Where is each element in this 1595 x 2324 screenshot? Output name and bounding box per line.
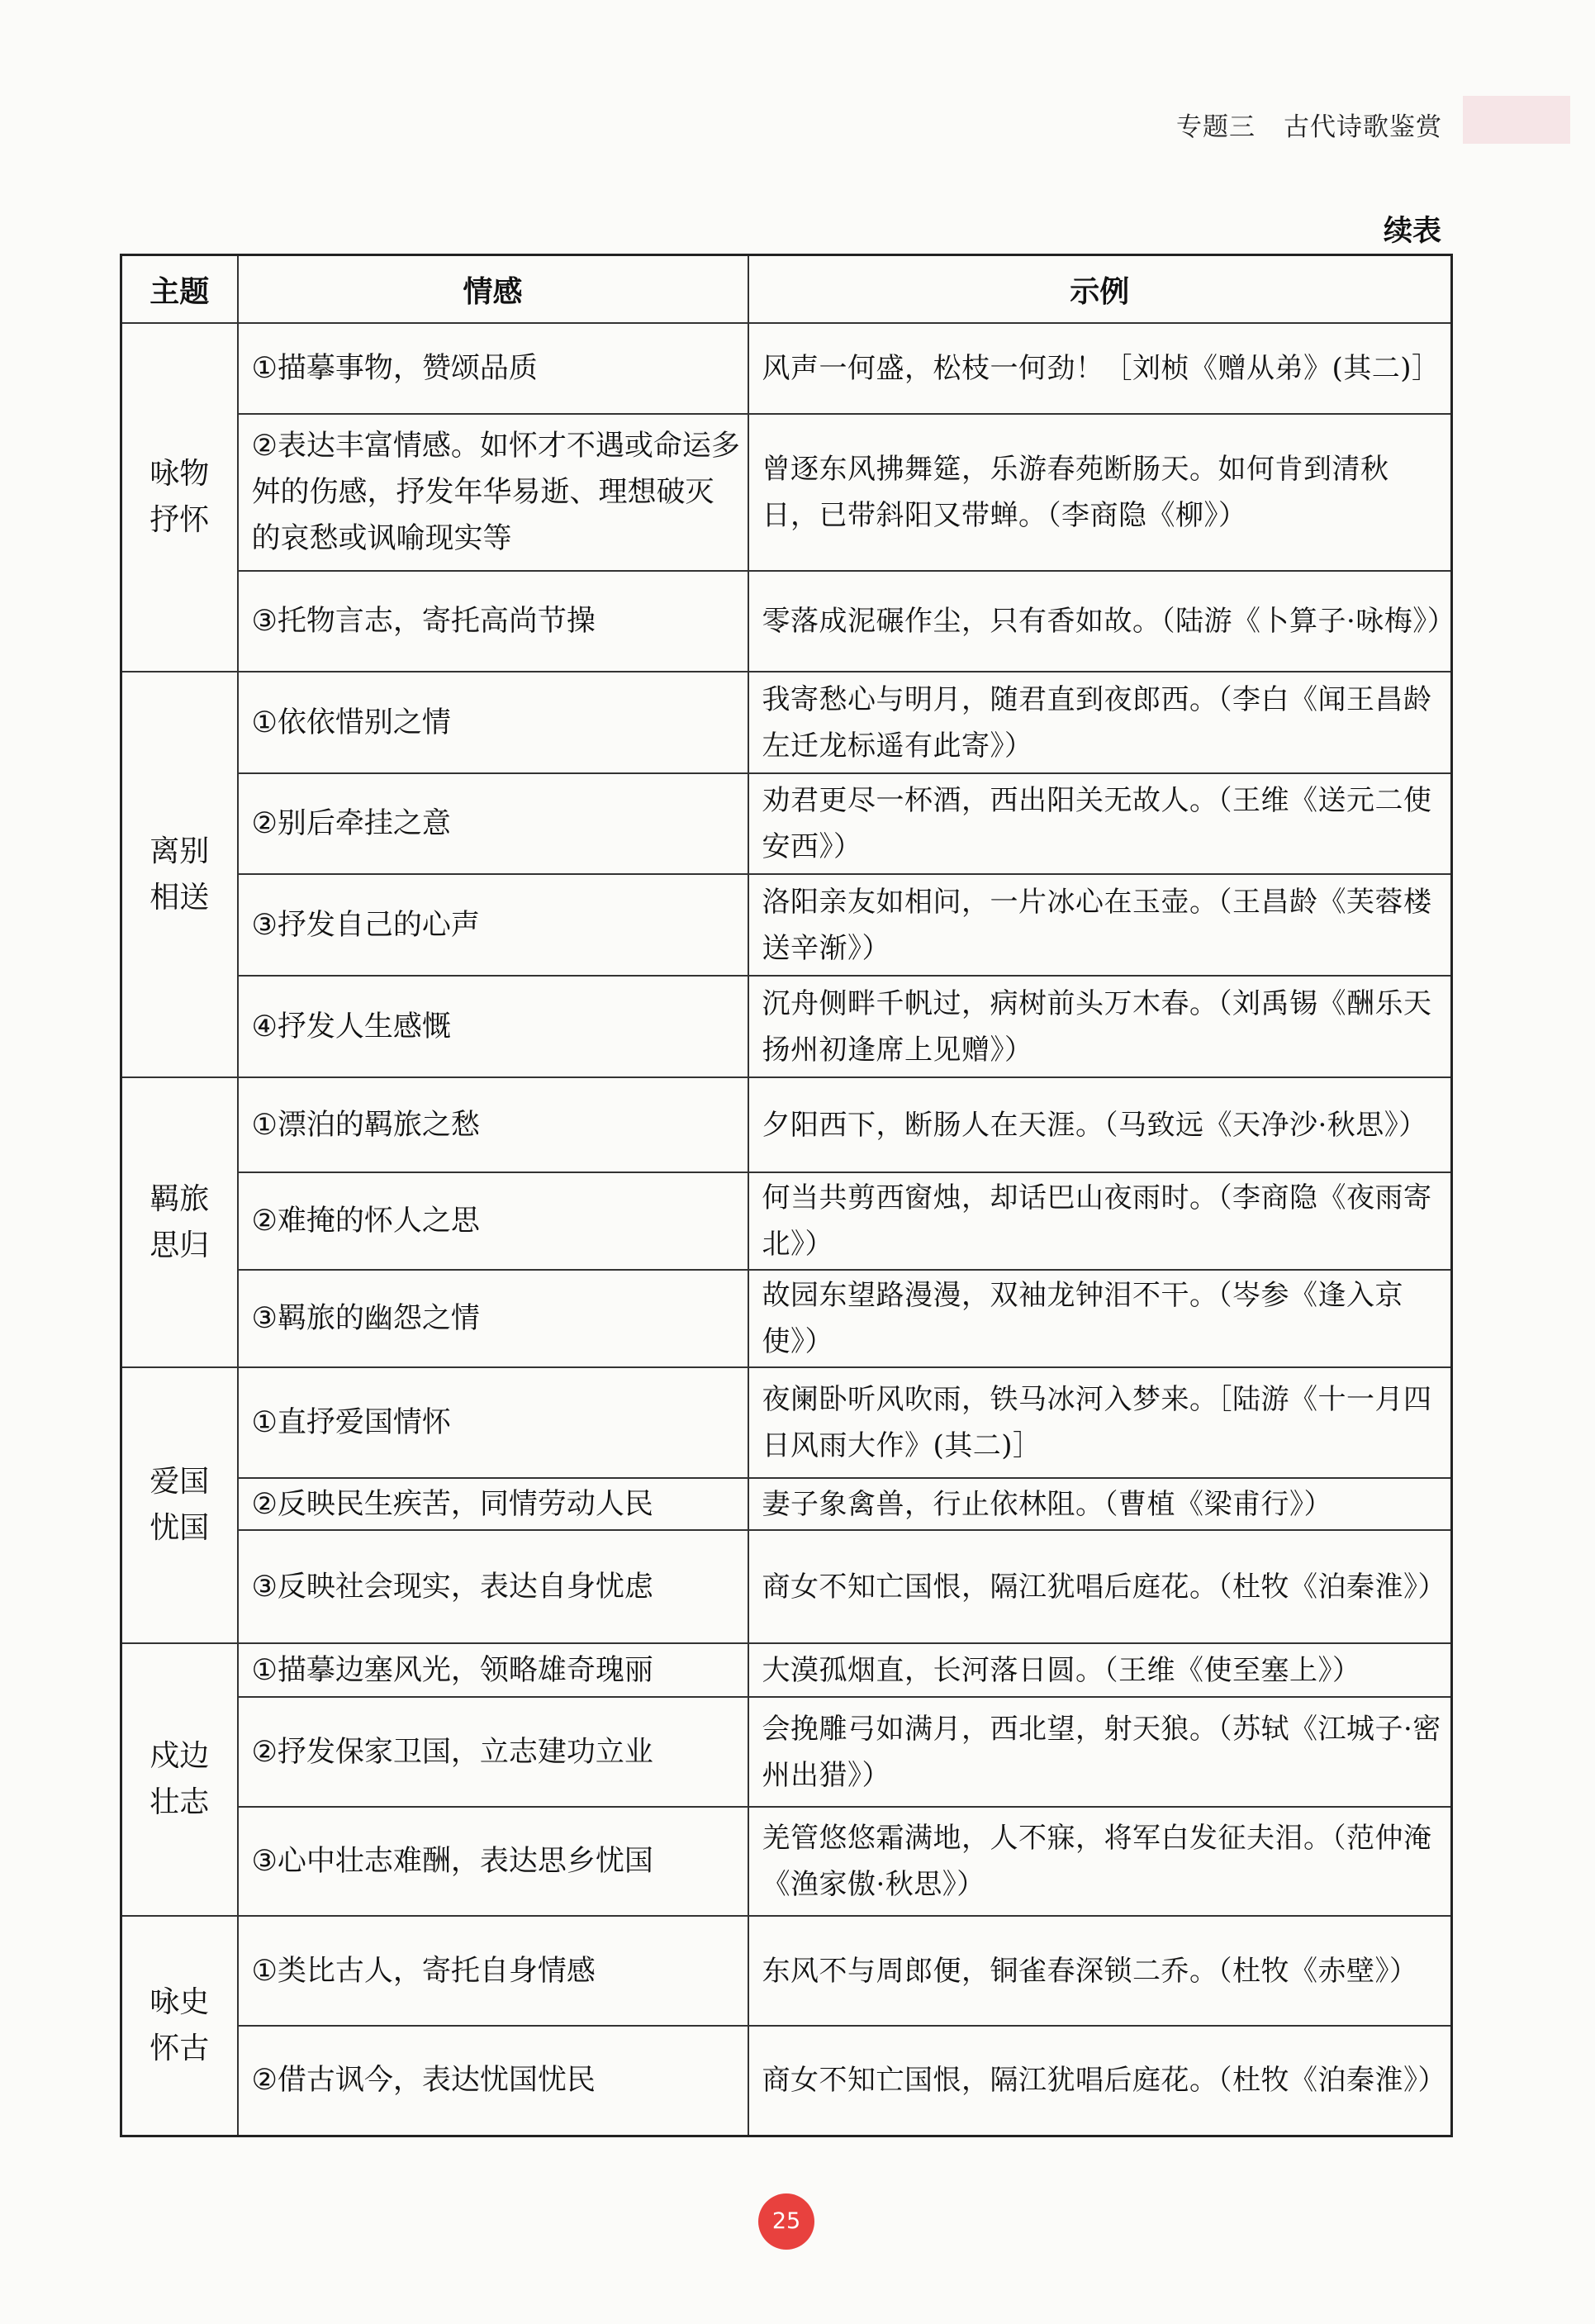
example-cell: 商女不知亡国恨，隔江犹唱后庭花。（杜牧《泊秦淮》） xyxy=(748,2026,1452,2136)
table-row xyxy=(121,1807,1452,1916)
example-cell: 东风不与周郎便，铜雀春深锁二乔。（杜牧《赤壁》） xyxy=(748,1916,1452,2026)
topic-line: 羁旅 xyxy=(150,1181,210,1216)
page-number: 25 xyxy=(758,2193,814,2250)
table-row xyxy=(121,1270,1452,1367)
table-row xyxy=(121,672,1452,773)
emotion-cell: ①漂泊的羁旅之愁 xyxy=(238,1077,748,1172)
example-cell: 洛阳亲友如相问，一片冰心在玉壶。（王昌龄《芙蓉楼送辛渐》） xyxy=(748,874,1452,976)
table-row xyxy=(121,1643,1452,1697)
topic-line: 怀古 xyxy=(150,2031,210,2065)
table-header-row xyxy=(121,255,1452,324)
example-cell: 曾逐东风拂舞筵，乐游春苑断肠天。如何肯到清秋日，已带斜阳又带蝉。（李商隐《柳》） xyxy=(748,414,1452,571)
example-cell: 故园东望路漫漫，双袖龙钟泪不干。（岑参《逢入京使》） xyxy=(748,1270,1452,1367)
header-highlight-mark xyxy=(1463,96,1570,144)
example-cell: 何当共剪西窗烛，却话巴山夜雨时。（李商隐《夜雨寄北》） xyxy=(748,1172,1452,1270)
topic-line: 咏物 xyxy=(150,457,210,491)
running-header xyxy=(1176,106,1442,143)
emotion-cell: ②别后牵挂之意 xyxy=(238,773,748,874)
table-row xyxy=(121,976,1452,1077)
example-cell: 风声一何盛，松枝一何劲！［刘桢《赠从弟》(其二)］ xyxy=(748,323,1452,414)
emotion-cell: ③反映社会现实，表达自身忧虑 xyxy=(238,1530,748,1643)
example-cell: 大漠孤烟直，长河落日圆。（王维《使至塞上》） xyxy=(748,1643,1452,1697)
emotion-cell: ②难掩的怀人之思 xyxy=(238,1172,748,1270)
table-row xyxy=(121,571,1452,672)
topic-cell xyxy=(121,1077,238,1367)
topic-cell xyxy=(121,672,238,1077)
topic-cell xyxy=(121,323,238,672)
example-cell: 会挽雕弓如满月，西北望，射天狼。（苏轼《江城子·密州出猎》） xyxy=(748,1697,1452,1807)
header-emotion: 情感 xyxy=(238,255,748,324)
example-cell: 沉舟侧畔千帆过，病树前头万木春。（刘禹锡《酬乐天扬州初逢席上见赠》） xyxy=(748,976,1452,1077)
emotion-cell: ③羁旅的幽怨之情 xyxy=(238,1270,748,1367)
table-row xyxy=(121,1077,1452,1172)
table-row xyxy=(121,874,1452,976)
example-cell: 我寄愁心与明月，随君直到夜郎西。（李白《闻王昌龄左迁龙标遥有此寄》） xyxy=(748,672,1452,773)
table-row xyxy=(121,1478,1452,1530)
emotion-cell: ①描摹边塞风光，领略雄奇瑰丽 xyxy=(238,1643,748,1697)
table-row xyxy=(121,1367,1452,1478)
table-row xyxy=(121,1916,1452,2026)
emotion-cell: ②抒发保家卫国，立志建功立业 xyxy=(238,1697,748,1807)
emotion-cell: ④抒发人生感慨 xyxy=(238,976,748,1077)
emotion-cell: ②表达丰富情感。如怀才不遇或命运多舛的伤感，抒发年华易逝、理想破灭的哀愁或讽喻现实等 xyxy=(238,414,748,571)
header-example: 示例 xyxy=(748,255,1452,324)
topic-line: 戍边 xyxy=(150,1739,210,1773)
table-row xyxy=(121,1172,1452,1270)
table-row xyxy=(121,1530,1452,1643)
example-cell: 羌管悠悠霜满地，人不寐，将军白发征夫泪。（范仲淹《渔家傲·秋思》） xyxy=(748,1807,1452,1916)
emotion-cell: ③托物言志，寄托高尚节操 xyxy=(238,571,748,672)
example-cell: 商女不知亡国恨，隔江犹唱后庭花。（杜牧《泊秦淮》） xyxy=(748,1530,1452,1643)
emotion-cell: ①依依惜别之情 xyxy=(238,672,748,773)
topic-line: 抒怀 xyxy=(150,503,210,537)
topic-line: 壮志 xyxy=(150,1785,210,1819)
emotion-cell: ③抒发自己的心声 xyxy=(238,874,748,976)
topic-line: 爱国 xyxy=(150,1465,210,1499)
emotion-cell: ①类比古人，寄托自身情感 xyxy=(238,1916,748,2026)
topic-line: 咏史 xyxy=(150,1984,210,2019)
poetry-emotion-table xyxy=(120,254,1456,2137)
topic-cell xyxy=(121,1916,238,2136)
table-row xyxy=(121,773,1452,874)
emotion-cell: ①直抒爱国情怀 xyxy=(238,1367,748,1478)
example-cell: 夕阳西下，断肠人在天涯。（马致远《天净沙·秋思》） xyxy=(748,1077,1452,1172)
topic-cell xyxy=(121,1643,238,1916)
emotion-cell: ③心中壮志难酬，表达思乡忧国 xyxy=(238,1807,748,1916)
example-cell: 劝君更尽一杯酒，西出阳关无故人。（王维《送元二使安西》） xyxy=(748,773,1452,874)
topic-cell xyxy=(121,1367,238,1643)
example-cell: 夜阑卧听风吹雨，铁马冰河入梦来。［陆游《十一月四日风雨大作》(其二)］ xyxy=(748,1367,1452,1478)
example-cell: 妻子象禽兽，行止依林阻。（曹植《梁甫行》） xyxy=(748,1478,1452,1530)
emotion-cell: ①描摹事物，赞颂品质 xyxy=(238,323,748,414)
table-row xyxy=(121,414,1452,571)
table-row xyxy=(121,1697,1452,1807)
table-row xyxy=(121,323,1452,414)
continued-label: 续表 xyxy=(1383,215,1441,248)
header-topic: 主题 xyxy=(121,255,238,324)
header-chapter: 专题三 xyxy=(1176,112,1256,142)
topic-line: 思归 xyxy=(150,1228,210,1262)
topic-line: 相送 xyxy=(150,880,210,915)
topic-line: 离别 xyxy=(150,834,210,868)
table-row xyxy=(121,2026,1452,2136)
emotion-cell: ②反映民生疾苦，同情劳动人民 xyxy=(238,1478,748,1530)
example-cell: 零落成泥碾作尘，只有香如故。（陆游《卜算子·咏梅》） xyxy=(748,571,1452,672)
emotion-cell: ②借古讽今，表达忧国忧民 xyxy=(238,2026,748,2136)
header-title: 古代诗歌鉴赏 xyxy=(1284,112,1442,142)
topic-line: 忧国 xyxy=(150,1511,210,1545)
